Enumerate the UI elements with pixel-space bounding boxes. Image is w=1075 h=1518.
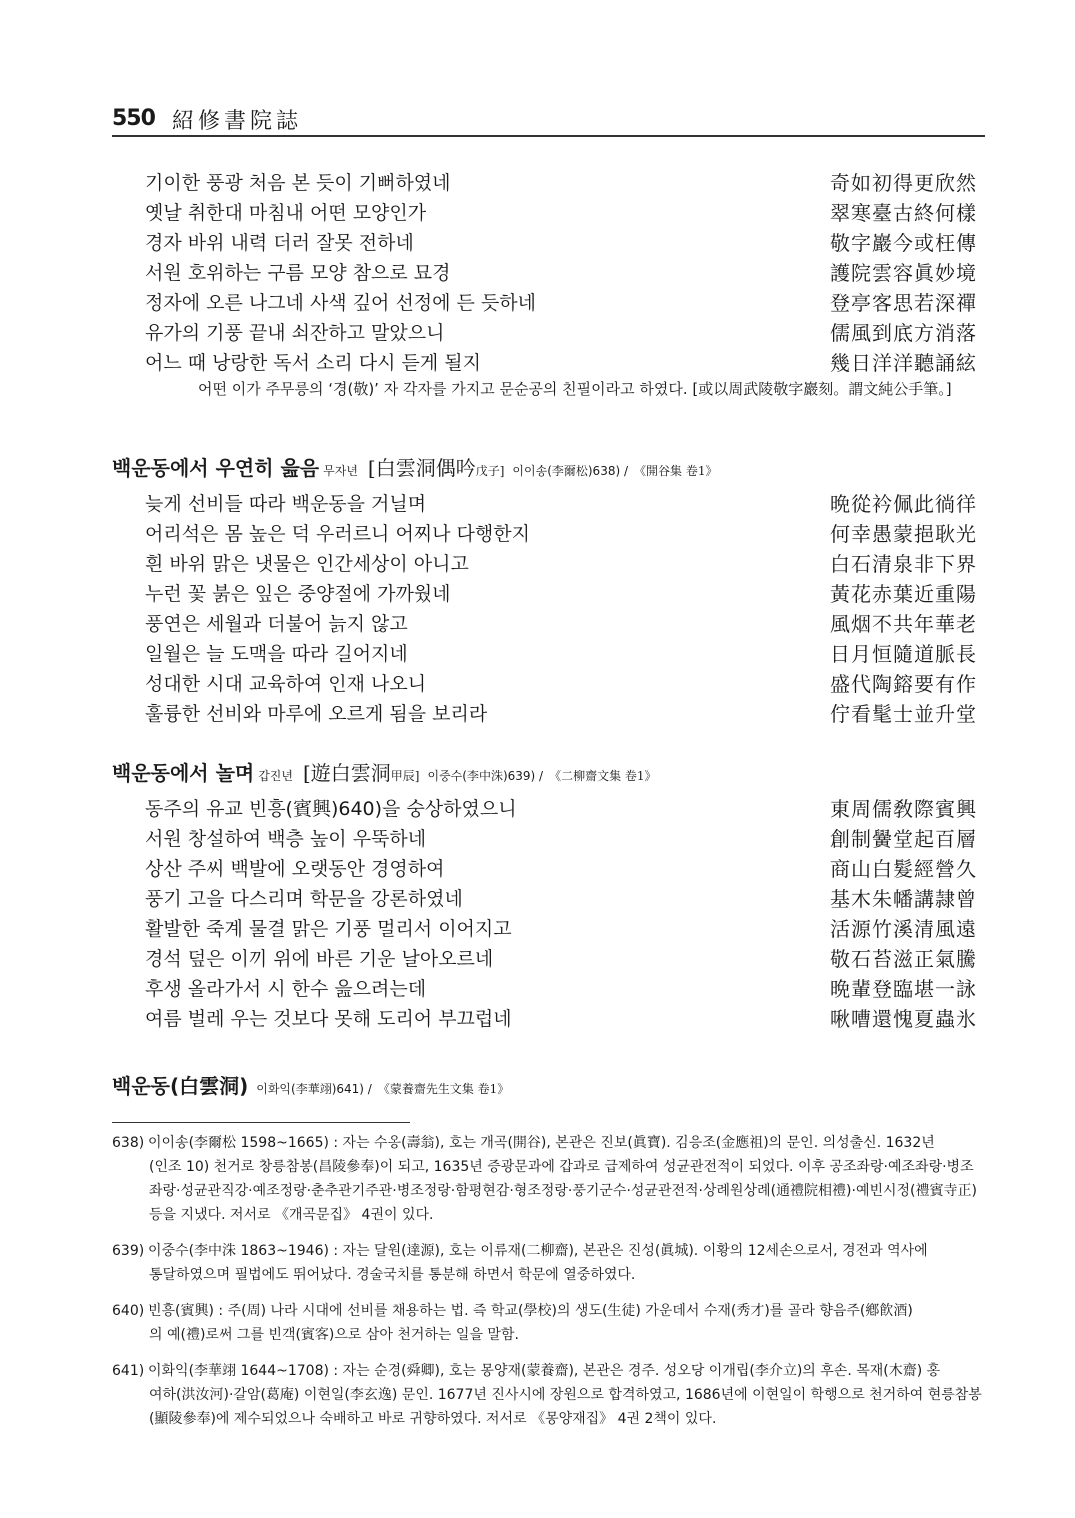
footnote-text: 빈흥(賓興) : 주(周) 나라 시대에 선비를 채용하는 법. 즉 학교(學校)의 생도(生徒) 가운데서 수재(秀才)를 골라 향음주(鄕飮酒) <box>148 1303 913 1319</box>
poem-line-korean: 흰 바위 맑은 냇물은 인간세상이 아니고 <box>145 553 469 575</box>
poem-line <box>145 226 977 256</box>
section-title-kr: 백운동에서 우연히 읊음 <box>112 456 320 480</box>
poem-line <box>145 942 977 972</box>
poem-line-chinese: 商山白髮經營久 <box>830 857 977 881</box>
footnotes <box>112 1131 985 1443</box>
section-title-kr: 백운동(白雲洞) <box>112 1074 249 1098</box>
poem-line <box>145 286 977 316</box>
section-source: 《開谷集 卷1》 <box>634 464 718 478</box>
section-year-cn: 甲辰] <box>390 769 420 783</box>
poem-line <box>145 487 977 517</box>
poem-line-chinese: 晩從衿佩此徜徉 <box>830 492 977 516</box>
poem-line-chinese: 啾嘈還愧夏蟲氷 <box>830 1007 977 1031</box>
poem-line-korean: 서원 호위하는 구름 모양 참으로 묘경 <box>145 262 451 284</box>
section-title-cn: [白雲洞偶吟 <box>367 456 476 480</box>
poem-line-korean: 어리석은 몸 높은 덕 우러르니 어찌나 다행한지 <box>145 523 530 545</box>
footnote-text: 이화익(李華翊 1644~1708) : 자는 순경(舜卿), 호는 몽양재(蒙養齋), 본관은 경주. 성오당 이개립(李介立)의 후손. 목재(木齋) 홍 <box>148 1363 941 1379</box>
poem-line-chinese: 何幸愚蒙挹耿光 <box>830 522 977 546</box>
poem-line <box>145 667 977 697</box>
poem-line-korean: 여름 벌레 우는 것보다 못해 도리어 부끄럽네 <box>145 1008 512 1030</box>
footnote <box>112 1239 985 1287</box>
poem-line <box>145 607 977 637</box>
poem-line <box>145 1002 977 1032</box>
poem-line-korean: 활발한 죽계 물결 맑은 기풍 멀리서 이어지고 <box>145 918 512 940</box>
poem-line-chinese: 佇看髦士並升堂 <box>830 702 977 726</box>
poem-line-korean: 누런 꽃 붉은 잎은 중양절에 가까웠네 <box>145 583 451 605</box>
poem-note: 어떤 이가 주무릉의 ‘경(敬)’ 자 각자를 가지고 문순공의 친필이라고 하였다. [或以周武陵敬字巖刻。謂文純公手筆。] <box>198 380 952 398</box>
footnote-text: 이중수(李中洙 1863~1946) : 자는 달원(達源), 호는 이류재(二柳齋), 본관은 진성(眞城). 이황의 12세손으로서, 경전과 역사에 <box>148 1243 928 1259</box>
poem-line-chinese: 翠寒臺古終何樣 <box>830 201 977 225</box>
poem-line-chinese: 登亭客思若深禪 <box>830 291 977 315</box>
poem-line-korean: 옛날 취한대 마침내 어떤 모양인가 <box>145 202 427 224</box>
footnote-text-continued: 여하(洪汝河)·갈암(葛庵) 이현일(李玄逸) 문인. 1677년 진사시에 장원으로 합격하였고, 1686년에 이현일이 학행으로 천거하여 현릉참봉(顯陵參奉)에 제수되었으나 숙배하고 바로 귀향하였다. 저서로 《몽양재집》 4권 2책이 있다. <box>149 1387 982 1427</box>
footnote-text-continued: 통달하였으며 필법에도 뛰어났다. 경술국치를 통분해 하면서 학문에 열중하였다. <box>149 1267 636 1283</box>
footnote-rule <box>112 1122 410 1123</box>
poem-line-korean: 기이한 풍광 처음 본 듯이 기뻐하였네 <box>145 172 451 194</box>
section-title-cn: [遊白雲洞 <box>302 761 391 785</box>
footnote-number: 640) <box>112 1303 145 1319</box>
section-title-kr: 백운동에서 놀며 <box>112 761 255 785</box>
poem-line-korean: 어느 때 낭랑한 독서 소리 다시 듣게 될지 <box>145 352 481 374</box>
poem-line-korean: 동주의 유교 빈흥(賓興)640)을 숭상하였으니 <box>145 798 517 820</box>
poem-line-chinese: 白石清泉非下界 <box>830 552 977 576</box>
poem-line-chinese: 創制黌堂起百層 <box>830 827 977 851</box>
poem-line-korean: 상산 주씨 백발에 오랫동안 경영하여 <box>145 858 445 880</box>
section-heading-3 <box>112 757 657 786</box>
footnote <box>112 1359 985 1431</box>
page-number: 550 <box>112 106 155 131</box>
section-year-cn: 戊子] <box>475 464 505 478</box>
section-heading-2 <box>112 452 717 481</box>
poem-line-chinese: 黃花赤葉近重陽 <box>830 582 977 606</box>
poem-line-chinese: 幾日洋洋聽誦絃 <box>830 351 977 375</box>
footnote <box>112 1131 985 1227</box>
poem-line <box>145 316 977 346</box>
poem-line-korean: 서원 창설하여 백층 높이 우뚝하네 <box>145 828 427 850</box>
section-source: 《蒙養齋先生文集 卷1》 <box>377 1082 510 1096</box>
poem-line-chinese: 基木朱幡講隷曾 <box>830 887 977 911</box>
poem-line-chinese: 敬石苔滋正氣騰 <box>830 947 977 971</box>
poem-line-chinese: 晩輩登臨堪一詠 <box>830 977 977 1001</box>
footnote <box>112 1299 985 1347</box>
poem-line-chinese: 東周儒敎際賓興 <box>830 797 977 821</box>
poem-line-korean: 경석 덮은 이끼 위에 바른 기운 날아오르네 <box>145 948 494 970</box>
poem-line-korean: 일월은 늘 도맥을 따라 길어지네 <box>145 643 408 665</box>
poem-line-korean: 후생 올라가서 시 한수 읊으려는데 <box>145 978 427 1000</box>
section-year-kr: 갑진년 <box>258 769 293 783</box>
poem-line <box>145 882 977 912</box>
poem-line <box>145 972 977 1002</box>
section-author: 이이송(李爾松)638) / <box>512 464 629 478</box>
poem-line-korean: 풍기 고을 다스리며 학문을 강론하였네 <box>145 888 463 910</box>
section-heading-4 <box>112 1070 509 1099</box>
footnote-number: 639) <box>112 1243 145 1259</box>
poem-line-korean: 성대한 시대 교육하여 인재 나오니 <box>145 673 427 695</box>
poem-line-chinese: 風烟不共年華老 <box>830 612 977 636</box>
poem-line <box>145 196 977 226</box>
section-author: 이화익(李華翊)641) / <box>256 1082 372 1096</box>
poem-line-chinese: 護院雲容眞妙境 <box>830 261 977 285</box>
poem-line <box>145 346 977 376</box>
poem-line <box>145 166 977 196</box>
poem-line-chinese: 活源竹溪清風遠 <box>830 917 977 941</box>
poem-line <box>145 577 977 607</box>
footnote-text-continued: 의 예(禮)로써 그를 빈객(賓客)으로 삼아 천거하는 일을 말함. <box>149 1327 519 1343</box>
poem-line-korean: 경자 바위 내력 더러 잘못 전하네 <box>145 232 414 254</box>
poem-line-chinese: 日月恒隨道脈長 <box>830 642 977 666</box>
footnote-number: 641) <box>112 1363 145 1379</box>
poem-line <box>145 852 977 882</box>
footnote-number: 638) <box>112 1135 145 1151</box>
poem-2 <box>145 487 977 727</box>
poem-line <box>145 547 977 577</box>
poem-line-korean: 풍연은 세월과 더불어 늙지 않고 <box>145 613 408 635</box>
poem-line <box>145 517 977 547</box>
poem-line-chinese: 奇如初得更欣然 <box>830 171 977 195</box>
poem-line-korean: 정자에 오른 나그네 사색 깊어 선정에 든 듯하네 <box>145 292 537 314</box>
poem-line-korean: 늦게 선비들 따라 백운동을 거닐며 <box>145 493 427 515</box>
poem-line-chinese: 盛代陶鎔要有作 <box>830 672 977 696</box>
poem-line-chinese: 儒風到底方消落 <box>830 321 977 345</box>
poem-continued <box>145 166 977 376</box>
footnote-text-continued: (인조 10) 천거로 창릉참봉(昌陵參奉)이 되고, 1635년 증광문과에 갑과로 급제하여 성균관전적이 되었다. 이후 공조좌랑·예조좌랑·병조좌랑·성균관직강·예조정랑·춘추관기주관·병조정랑·함평현감·형조정랑·풍기군수·성균관전적·상례원상례(通禮院相禮)·예빈시정(禮賓寺正) 등을 지냈다. 저서로 《개곡문집》 4권이 있다. <box>149 1159 977 1223</box>
section-author: 이중수(李中洙)639) / <box>427 769 544 783</box>
poem-line-chinese: 敬字巖今或枉傳 <box>830 231 977 255</box>
poem-line <box>145 912 977 942</box>
poem-3 <box>145 792 977 1032</box>
poem-line-korean: 훌륭한 선비와 마루에 오르게 됨을 보리라 <box>145 703 488 725</box>
page-header <box>112 104 985 138</box>
footnote-text: 이이송(李爾松 1598~1665) : 자는 수옹(壽翁), 호는 개곡(開谷), 본관은 진보(眞寶). 김응조(金應祖)의 문인. 의성출신. 1632년 <box>148 1135 935 1151</box>
poem-line <box>145 256 977 286</box>
header-rule <box>112 135 985 137</box>
poem-line-korean: 유가의 기풍 끝내 쇠잔하고 말았으니 <box>145 322 445 344</box>
poem-line <box>145 822 977 852</box>
section-year-kr: 무자년 <box>323 464 358 478</box>
poem-line <box>145 637 977 667</box>
section-source: 《二柳齋文集 卷1》 <box>549 769 657 783</box>
book-title: 紹修書院誌 <box>172 109 303 134</box>
poem-line <box>145 697 977 727</box>
poem-line <box>145 792 977 822</box>
